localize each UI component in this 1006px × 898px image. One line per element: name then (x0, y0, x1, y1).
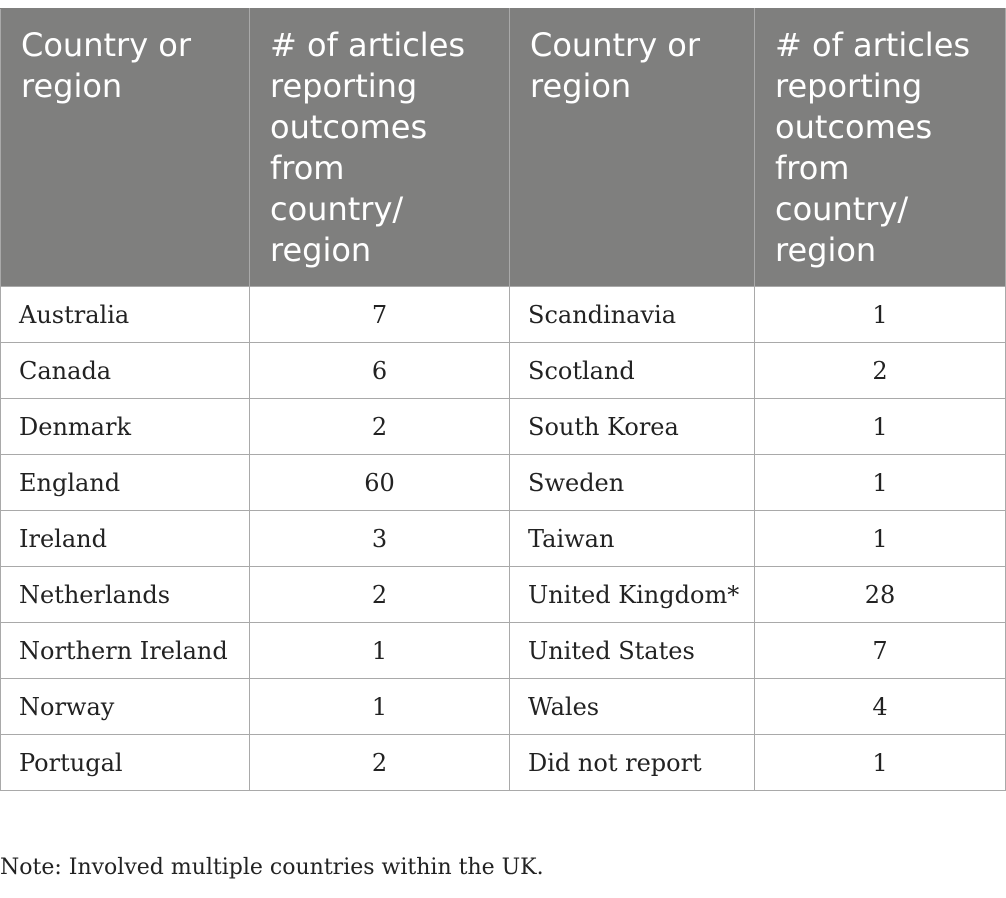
country-cell: Taiwan (510, 511, 755, 567)
country-cell: Denmark (1, 399, 250, 455)
country-cell: Scandinavia (510, 287, 755, 343)
header-row (1, 9, 1006, 287)
country-cell: Sweden (510, 455, 755, 511)
country-cell: Netherlands (1, 567, 250, 623)
country-cell: Wales (510, 679, 755, 735)
country-cell: Portugal (1, 735, 250, 791)
count-cell: 3 (250, 511, 510, 567)
count-cell: 28 (755, 567, 1006, 623)
count-cell: 6 (250, 343, 510, 399)
country-cell: Australia (1, 287, 250, 343)
count-cell: 7 (250, 287, 510, 343)
count-cell: 1 (250, 679, 510, 735)
table-footnote: Note: Involved multiple countries within the UK. (0, 855, 544, 880)
count-cell: 2 (250, 567, 510, 623)
country-cell: United States (510, 623, 755, 679)
country-cell: England (1, 455, 250, 511)
count-cell: 1 (250, 623, 510, 679)
table-row (1, 623, 1006, 679)
country-cell: Northern Ireland (1, 623, 250, 679)
count-cell: 2 (250, 735, 510, 791)
count-cell: 1 (755, 399, 1006, 455)
table-row (1, 511, 1006, 567)
country-cell: United Kingdom* (510, 567, 755, 623)
table-row (1, 567, 1006, 623)
country-cell: Scotland (510, 343, 755, 399)
table-row (1, 735, 1006, 791)
count-cell: 7 (755, 623, 1006, 679)
header-articles-left: # of articles reporting outcomes from country/ region (250, 9, 510, 287)
country-cell: Did not report (510, 735, 755, 791)
country-cell: Canada (1, 343, 250, 399)
table-row (1, 455, 1006, 511)
table-row (1, 399, 1006, 455)
count-cell: 1 (755, 287, 1006, 343)
count-cell: 2 (755, 343, 1006, 399)
header-country-right: Country or region (510, 9, 755, 287)
count-cell: 60 (250, 455, 510, 511)
country-cell: Ireland (1, 511, 250, 567)
country-cell: Norway (1, 679, 250, 735)
table-row (1, 287, 1006, 343)
header-country-left: Country or region (1, 9, 250, 287)
count-cell: 1 (755, 511, 1006, 567)
table-row (1, 343, 1006, 399)
countries-table (0, 8, 1006, 791)
count-cell: 4 (755, 679, 1006, 735)
count-cell: 2 (250, 399, 510, 455)
count-cell: 1 (755, 455, 1006, 511)
table-row (1, 679, 1006, 735)
header-articles-right: # of articles reporting outcomes from country/ region (755, 9, 1006, 287)
country-cell: South Korea (510, 399, 755, 455)
count-cell: 1 (755, 735, 1006, 791)
